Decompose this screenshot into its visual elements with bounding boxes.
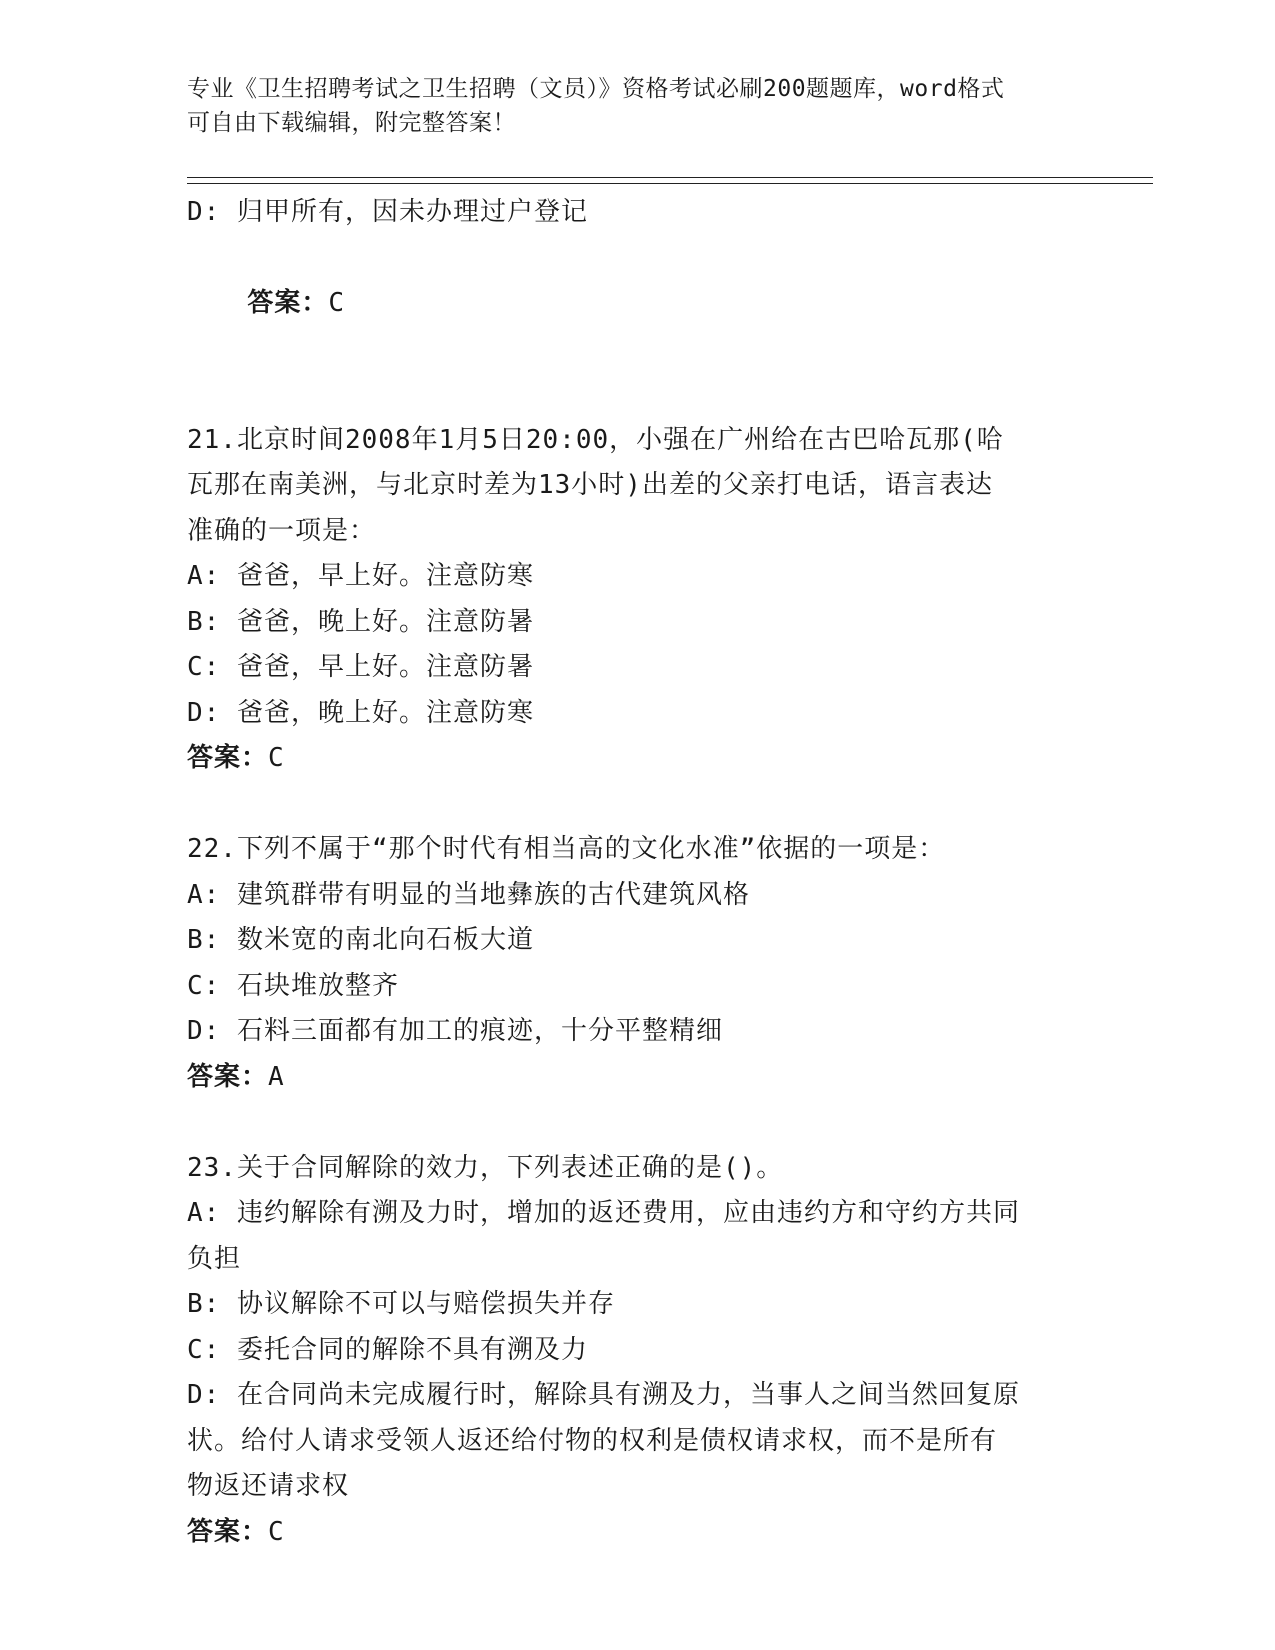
- option-line: C: 委托合同的解除不具有溯及力: [187, 1334, 588, 1365]
- answer-label: 答案：: [187, 743, 269, 773]
- header-rule-bottom: [187, 183, 1153, 184]
- option-line: D: 石料三面都有加工的痕迹，十分平整精细: [187, 1016, 723, 1046]
- option-line: B: 爸爸，晚上好。注意防暑: [187, 606, 534, 637]
- answer-value: C: [268, 743, 285, 773]
- answer-line: [187, 1510, 1067, 1556]
- question-block: [187, 1146, 1067, 1556]
- answer-value: C: [268, 1516, 285, 1547]
- question-block: [187, 827, 1067, 1100]
- option-line: A: 建筑群带有明显的当地彝族的古代建筑风格: [187, 879, 750, 910]
- option-line: D: 归甲所有，因未办理过户登记: [187, 197, 588, 227]
- option-line: D: 在合同尚未完成履行时，解除具有溯及力，当事人之间当然回复原: [187, 1380, 1020, 1410]
- header-line-2: 可自由下载编辑，附完整答案！: [187, 110, 516, 136]
- answer-label: 答案：: [187, 1516, 269, 1547]
- question-block: [187, 418, 1067, 782]
- document-header: [187, 72, 1087, 140]
- answer-value: A: [268, 1061, 285, 1092]
- question-list: [187, 372, 1067, 1555]
- answer-value: C: [328, 288, 345, 318]
- answer-label: 答案：: [247, 288, 329, 318]
- option-line: 负担: [187, 1243, 242, 1274]
- question-stem-line: 23.关于合同解除的效力，下列表述正确的是()。: [187, 1152, 784, 1183]
- answer-line: [187, 236, 1067, 373]
- question-stem-line: 22.下列不属于“那个时代有相当高的文化水准”依据的一项是：: [187, 834, 946, 864]
- option-line: 状。给付人请求受领人返还给付物的权利是债权请求权，而不是所有: [187, 1425, 998, 1456]
- prev-question-tail: [187, 190, 1067, 372]
- option-line: B: 协议解除不可以与赔偿损失并存: [187, 1289, 615, 1319]
- option-line: D: 爸爸，晚上好。注意防寒: [187, 697, 534, 728]
- question-stem-line: 21.北京时间2008年1月5日20:00，小强在广州给在古巴哈瓦那(哈: [187, 424, 1004, 455]
- question-stem-line: 准确的一项是：: [187, 515, 377, 546]
- answer-line: [187, 736, 1067, 782]
- option-line: A: 违约解除有溯及力时，增加的返还费用，应由违约方和守约方共同: [187, 1198, 1020, 1228]
- answer-line: [187, 1055, 1067, 1101]
- question-gap: [187, 1100, 1067, 1146]
- question-stem-line: 瓦那在南美洲，与北京时差为13小时)出差的父亲打电话，语言表达: [187, 470, 993, 500]
- question-gap: [187, 782, 1067, 828]
- option-line: 物返还请求权: [187, 1471, 350, 1501]
- option-line: C: 石块堆放整齐: [187, 970, 399, 1001]
- option-line: C: 爸爸，早上好。注意防暑: [187, 652, 534, 682]
- document-body: [187, 190, 1067, 1555]
- option-line: A: 爸爸，早上好。注意防寒: [187, 561, 534, 591]
- header-line-1: 专业《卫生招聘考试之卫生招聘（文员）》资格考试必刷200题题库，word格式: [187, 76, 1005, 102]
- answer-label: 答案：: [187, 1061, 269, 1092]
- option-line: B: 数米宽的南北向石板大道: [187, 925, 534, 955]
- question-gap: [187, 372, 1067, 418]
- header-rule-top: [187, 177, 1153, 178]
